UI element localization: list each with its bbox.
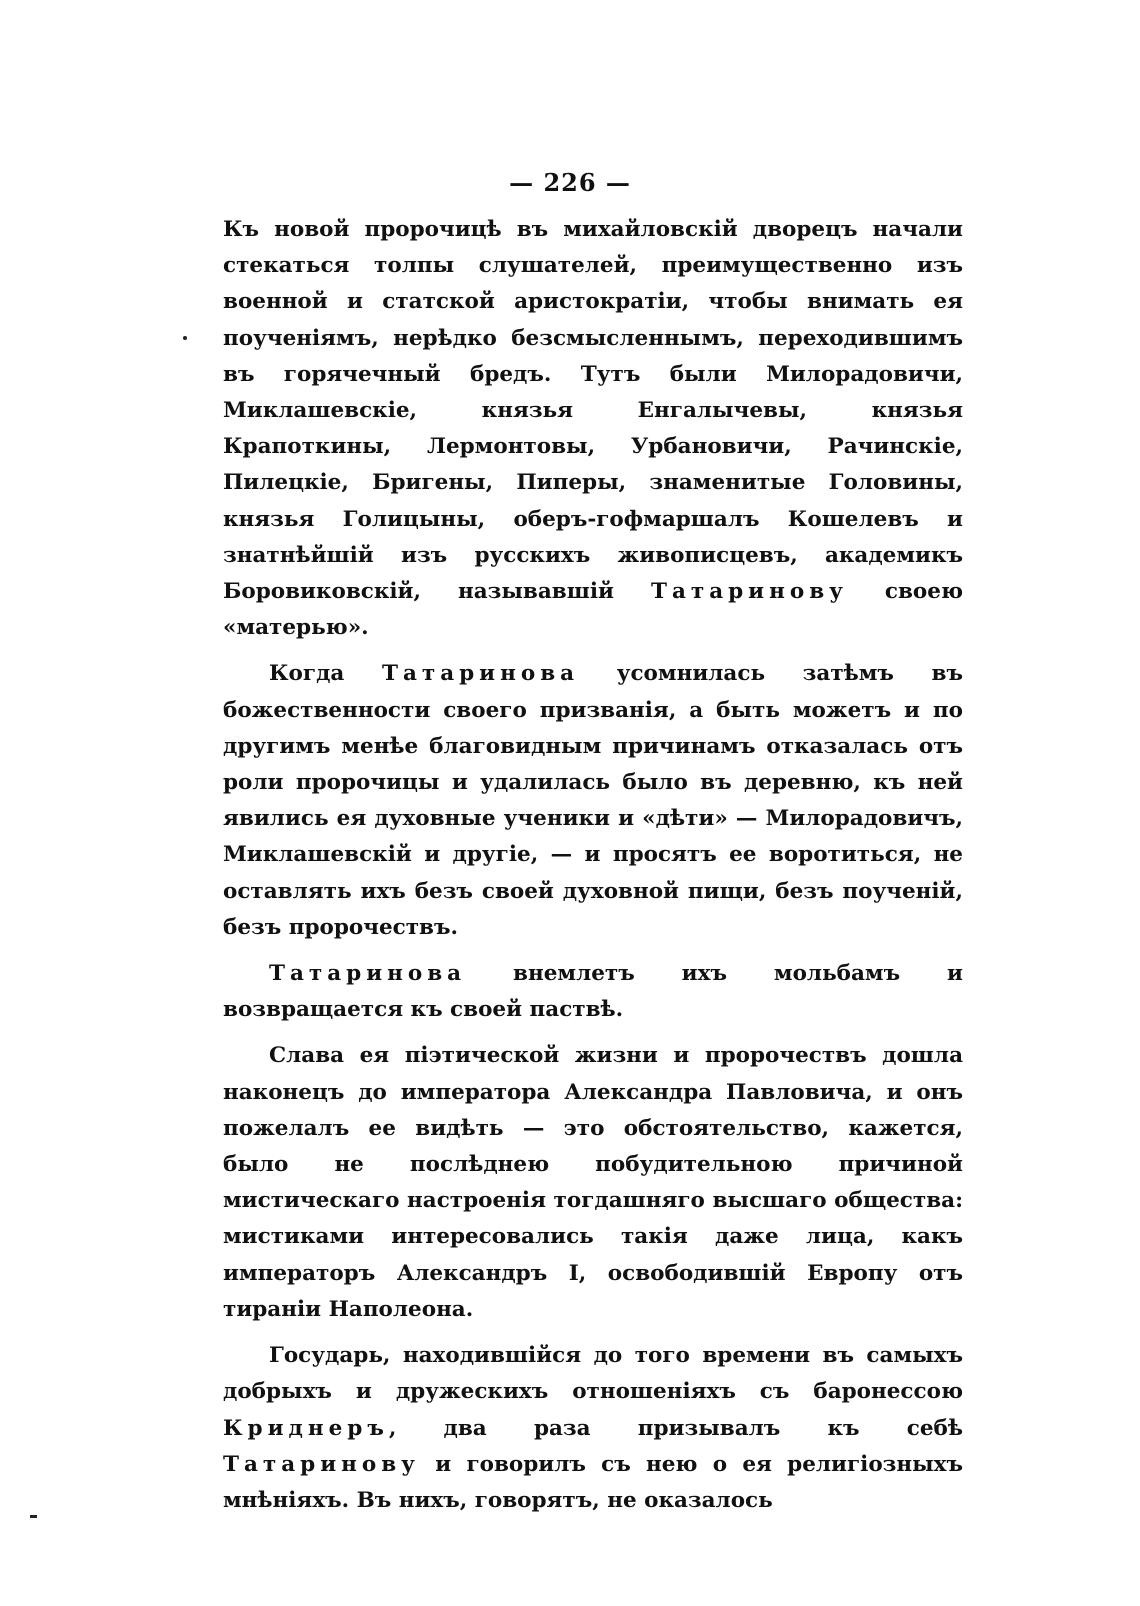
text-run: Слава ея піэтической жизни и пророчествъ дошла наконецъ до императора Александра Павловича, и онъ пожелалъ ее видѣть — это обстоятельство, кажется, было не послѣднею побудительною причиной мистическаго настроенія тогдашняго высшаго общества: мистиками интересовались такія даже лица, какъ императоръ Александръ I, освободившій Европу отъ тираніи Наполеона. xyxy=(223,1043,963,1322)
paragraph xyxy=(223,1038,963,1328)
spaced-name: Татаринову xyxy=(650,579,848,605)
spaced-name: Татаринову xyxy=(223,1451,420,1477)
page-number: — 226 — xyxy=(509,168,631,197)
text-run: Когда xyxy=(269,661,382,687)
paragraph xyxy=(223,956,963,1028)
text-run: и говорилъ съ нею о ея религіозныхъ мнѣніяхъ. Въ нихъ, говорятъ, не оказалось xyxy=(223,1451,963,1513)
spaced-name: Криднеръ xyxy=(223,1415,389,1441)
paragraph xyxy=(223,656,963,946)
spaced-name: Татаринова xyxy=(269,961,467,987)
text-run: своею «матерью». xyxy=(223,579,963,641)
text-run: Государь, находившійся до того времени въ самыхъ добрыхъ и дружескихъ отношеніяхъ съ баронессою xyxy=(223,1343,963,1405)
text-run: внемлетъ ихъ мольбамъ и возвращается къ своей паствѣ. xyxy=(223,961,963,1023)
stray-print-mark xyxy=(30,1515,37,1518)
body-text xyxy=(223,212,963,1519)
paragraph xyxy=(223,212,963,646)
text-run: Къ новой пророчицѣ въ михайловскій дворецъ начали стекаться толпы слушателей, преимущественно изъ военной и статской аристократіи, чтобы внимать ея поученіямъ, нерѣдко безсмысленнымъ, переходившимъ въ горячечный бредъ. Тутъ были Милорадовичи, Миклашевскіе, князья Енгалычевы, князья Крапоткины, Лермонтовы, Урбановичи, Рачинскіе, Пилецкіе, Бригены, Пиперы, знаменитые Головины, князья Голицыны, оберъ-гофмаршалъ Кошелевъ и знатнѣйшій изъ русскихъ живописцевъ, академикъ Боровиковскій, называвшій xyxy=(223,217,963,605)
text-run: усомнилась затѣмъ въ божественности своего призванія, а быть можетъ и по другимъ менѣе благовидным причинамъ отказалась отъ роли пророчицы и удалилась было въ деревню, къ ней явились ея духовные ученики и «дѣти» — Милорадовичъ, Миклашевскій и другіе, — и просятъ ее воротиться, не оставлять ихъ безъ своей духовной пищи, безъ поученій, безъ пророчествъ. xyxy=(223,661,963,940)
spaced-name: Татаринова xyxy=(381,661,580,687)
text-run: , два раза призывалъ къ себѣ xyxy=(388,1415,963,1441)
paragraph xyxy=(223,1338,963,1519)
stray-print-mark xyxy=(183,336,187,340)
